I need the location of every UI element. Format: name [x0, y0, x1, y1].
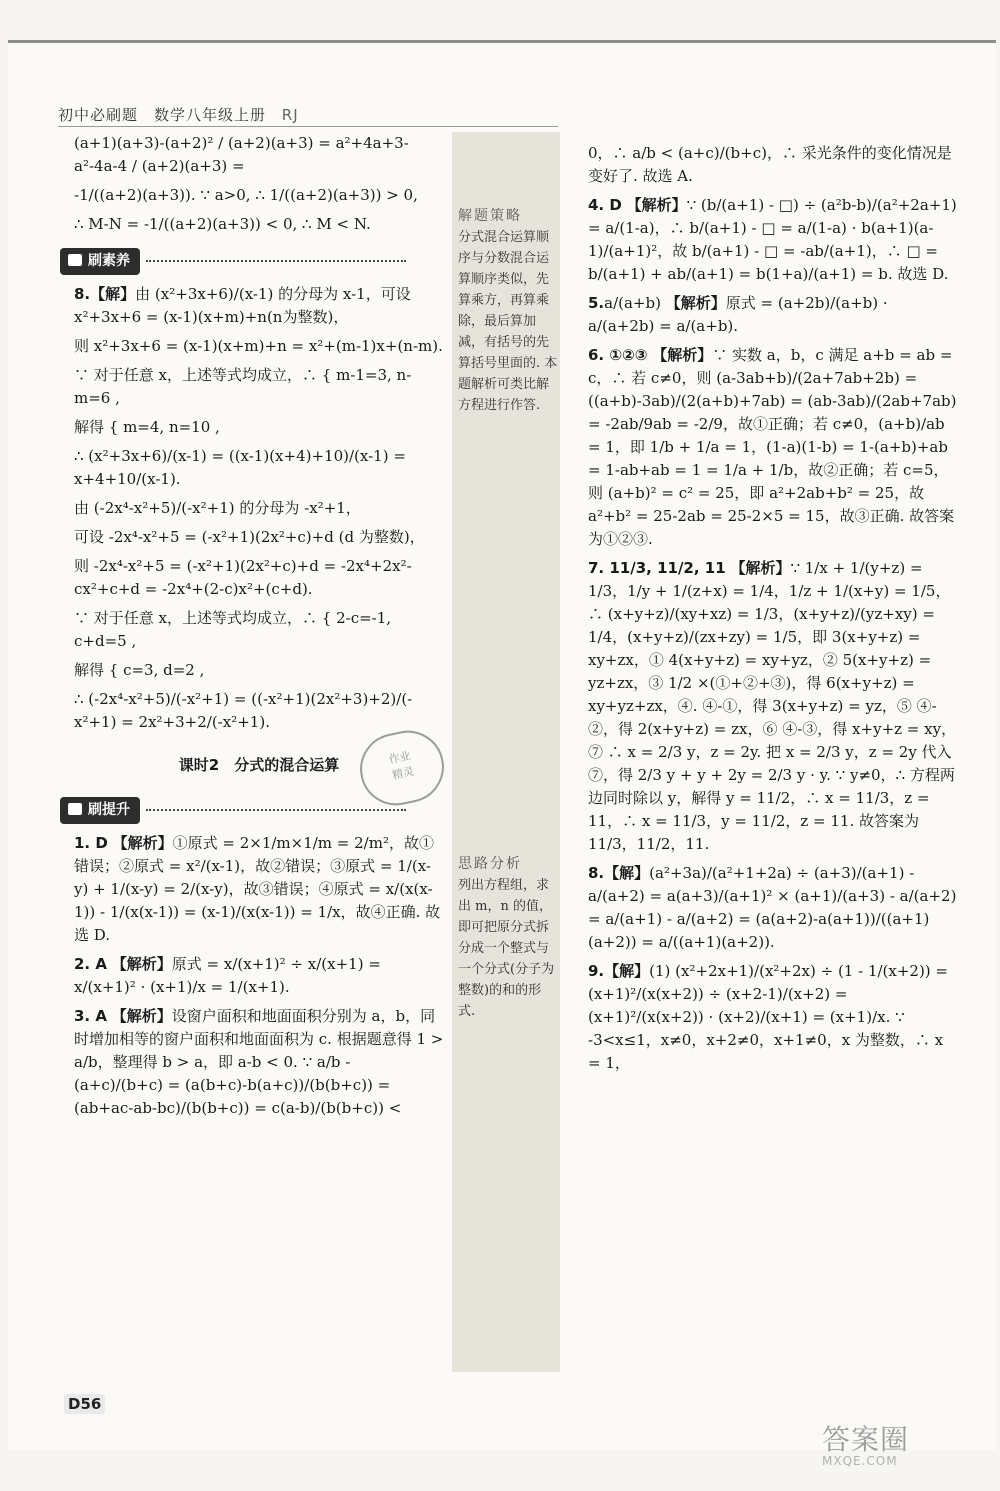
page-number: D56	[64, 1394, 105, 1414]
intro-line-3: ∴ M-N = -1/((a+2)(a+3)) < 0, ∴ M < N.	[74, 215, 371, 233]
question-number: 2. A	[74, 955, 107, 973]
q8-line-7: 可设 -2x⁴-x²+5 = (-x²+1)(2x²+c)+d (d 为整数)，	[74, 528, 425, 546]
q8-line-4: 解得 { m=4, n=10 ,	[74, 418, 220, 436]
top-rule	[8, 40, 996, 43]
strategy-note	[458, 206, 558, 416]
answer-label: 【解】	[604, 962, 650, 980]
q4-text: ∵ (b/(a+1) - □) ÷ (a²b-b)/(a²+2a+1) = a/(1-a)，∴ b/(a+1) - □ = a/(1-a) · b(a+1)(a-1)/(a+1)²，故 b/(a+1) - □ = -ab/(a+1)，∴ □ = b/(a+1) + ab/(a+1) = b(1+a)/(a+1) = b. 故选 D.	[588, 196, 957, 283]
q7-text: ∵ 1/x + 1/(y+z) = 1/3，1/y + 1/(z+x) = 1/4，1/z + 1/(x+y) = 1/5，∴ (x+y+z)/(xy+xz) = 1/3，(x+y+z)/(yz+xy) = 1/4，(x+y+z)/(zx+zy) = 1/5，即 3(x+y+z) = xy+zx，① 4(x+y+z) = xy+yz，② 5(x+y+z) = yz+zx，③ 1/2 ×(①+②+③)，得 6(x+y+z) = xy+yz+zx，④. ④-①，得 3(x+y+z) = yz，⑤ ④-②，得 2(x+y+z) = zx，⑥ ④-③，得 x+y+z = xy，⑦ ∴ x = 2/3 y，z = 2y. 把 x = 2/3 y，z = 2y 代入⑦，得 2/3 y + y + 2y = 2/3 y · y. ∵ y≠0，∴ 方程两边同时除以 y，解得 y = 11/2，∴ x = 11/3，z = 11，∴ x = 11/3，y = 11/2，z = 11. 故答案为 11/3，11/2，11.	[588, 559, 957, 853]
watermark-main: 答案圈	[822, 1423, 910, 1456]
lesson-title: 课时2 分式的混合运算	[178, 756, 340, 774]
question-number: 9.	[588, 962, 605, 980]
q8-line-10: 解得 { c=3, d=2 ,	[74, 661, 205, 679]
q8-line-5: ∴ (x²+3x+6)/(x-1) = ((x-1)(x+4)+10)/(x-1) = x+4+10/(x-1).	[74, 447, 406, 488]
answer-label: 【解】	[90, 285, 136, 303]
book-icon	[68, 803, 82, 815]
question-number: 6. ①②③	[588, 346, 648, 364]
dotted-divider	[146, 809, 406, 811]
answer-label: 【解析】	[112, 834, 173, 852]
answer-label: 【解析】	[626, 196, 687, 214]
q6-text: ∵ 实数 a，b，c 满足 a+b = ab = c，∴ 若 c≠0，则 (a-3ab+b)/(2a+7ab+2b) = ((a+b)-3ab)/(2(a+b)+7ab) = (ab-3ab)/(2ab+7ab) = -2ab/9ab = -2/9，故①正确；若 c≠0，(a+b)/ab = 1，即 1/b + 1/a = 1，(1-a)(1-b) = 1-(a+b)+ab = 1-ab+ab = 1 = 1/a + 1/b，故②正确；若 c=5，则 (a+b)² = c² = 25，即 a²+2ab+b² = 25，故 a²+b² = 25-2ab = 25-2×5 = 15，故③正确. 故答案为①②③.	[588, 346, 957, 548]
question-number: 8.	[588, 864, 605, 882]
question-number: 5.	[588, 294, 605, 312]
strategy-text: 分式混合运算顺序与分数混合运算顺序类似，先算乘方，再算乘除，最后算加减，有括号的先算括号里面的. 本题解析可类比解方程进行作答.	[458, 230, 558, 413]
question-number: 3. A	[74, 1007, 107, 1025]
q8-line-8: 则 -2x⁴-x²+5 = (-x²+1)(2x²+c)+d = -2x⁴+2x²-cx²+c+d = -2x⁴+(2-c)x²+(c+d).	[74, 557, 412, 598]
question-8-left	[74, 283, 444, 734]
q8-line-11: ∴ (-2x⁴-x²+5)/(-x²+1) = ((-x²+1)(2x²+3)+2)/(-x²+1) = 2x²+3+2/(-x²+1).	[74, 690, 413, 731]
q8-line-2: 则 x²+3x+6 = (x-1)(x+m)+n = x²+(m-1)x+(n-m).	[74, 337, 443, 355]
answer-label: 【解析】	[111, 1007, 172, 1025]
watermark-logo	[822, 1418, 909, 1468]
header-title: 初中必刷题 数学八年级上册	[58, 106, 267, 124]
dotted-divider	[146, 260, 406, 262]
q5-text: 原式 = (a+2b)/(a+b) · a/(a+2b) = a/(a+b).	[588, 294, 888, 335]
section-tag-suyang	[60, 248, 140, 275]
section-tag-label: 刷素养	[88, 253, 130, 269]
analysis-title: 思路分析	[458, 856, 522, 872]
q8r-text: (a²+3a)/(a²+1+2a) ÷ (a+3)/(a+1) - a/(a+2) = a(a+3)/(a+1)² × (a+1)/(a+3) - a/(a+2) = a/(a+1) - a/(a+2) = (a(a+2)-a(a+1))/((a+1)(a+2)) = a/((a+1)(a+2)).	[588, 864, 957, 951]
q1-text: ①原式 = 2×1/m×1/m = 2/m²，故①错误；②原式 = x²/(x-1)，故②错误；③原式 = 1/(x-y) + 1/(x-y) = 2/(x-y)，故③错误；④原式 = x/(x(x-1)) - 1/(x(x-1)) = (x-1)/(x(x-1)) = 1/x，故④正确. 故选 D.	[74, 834, 441, 944]
question-4	[588, 194, 958, 286]
question-9	[588, 960, 958, 1075]
question-number: 8.	[74, 285, 91, 303]
answer-label: 【解析】	[652, 346, 713, 364]
section-tag-label: 刷提升	[88, 802, 130, 818]
analysis-note	[458, 854, 558, 1022]
question-number: 4. D	[588, 196, 622, 214]
question-2	[74, 953, 444, 999]
question-5	[588, 292, 958, 338]
q8-line-6: 由 (-2x⁴-x²+5)/(-x²+1) 的分母为 -x²+1，	[74, 499, 361, 517]
question-1	[74, 832, 444, 947]
q8-line-9: ∵ 对于任意 x，上述等式均成立，∴ { 2-c=-1, c+d=5 ,	[74, 609, 392, 650]
q8-line-3: ∵ 对于任意 x，上述等式均成立，∴ { m-1=3, n-m=6 ,	[74, 366, 412, 407]
answer-label: 【解析】	[665, 294, 726, 312]
answer-label: 【解析】	[730, 559, 791, 577]
question-number: 1. D	[74, 834, 108, 852]
answer-label: 【解】	[604, 864, 650, 882]
intro-line-1: (a+1)(a+3)-(a+2)² / (a+2)(a+3) = a²+4a+3-a²-4a-4 / (a+2)(a+3) =	[74, 134, 409, 175]
section-tag-tisheng	[60, 797, 140, 824]
answer-label: 【解析】	[111, 955, 172, 973]
q2-text: 原式 = x/(x+1)² ÷ x/(x+1) = x/(x+1)² · (x+1)/x = 1/(x+1).	[74, 955, 381, 996]
left-column	[74, 132, 444, 1126]
right-column	[588, 142, 958, 1081]
running-header	[58, 104, 299, 125]
section-tag-row-1	[74, 242, 444, 283]
question-8-right	[588, 862, 958, 954]
analysis-text: 列出方程组，求出 m，n 的值，即可把原分式拆分成一个整式与一个分式(分子为整数)的和的形式.	[458, 878, 555, 1019]
header-edition: RJ	[281, 106, 299, 124]
q3-text: 设窗户面积和地面面积分别为 a，b，同时增加相等的窗户面积和地面面积为 c. 根据题意得 1 > a/b，整理得 b > a，即 a-b < 0. ∵ a/b - (a+c)/(b+c) = (a(b+c)-b(a+c))/(b(b+c)) = (ab+ac-ab-bc)/(b(b+c)) = c(a-b)/(b(b+c)) <	[74, 1007, 444, 1117]
question-7	[588, 557, 958, 856]
question-number: 7. 11/3, 11/2, 11	[588, 559, 726, 577]
watermark-sub: MXQE.COM	[822, 1454, 898, 1468]
q3-continued: 0，∴ a/b < (a+c)/(b+c)，∴ 采光条件的变化情况是变好了. 故选 A.	[588, 144, 952, 185]
strategy-title: 解题策略	[458, 208, 522, 224]
intro-line-2: -1/((a+2)(a+3)). ∵ a>0, ∴ 1/((a+2)(a+3)) > 0,	[74, 186, 418, 204]
question-6	[588, 344, 958, 551]
q9-text: (1) (x²+2x+1)/(x²+2x) ÷ (1 - 1/(x+2)) = (x+1)²/(x(x+2)) ÷ (x+2-1)/(x+2) = (x+1)²/(x(x+2)) · (x+2)/(x+1) = (x+1)/x. ∵ -3<x≤1，x≠0，x+2≠0，x+1≠0，x 为整数，∴ x = 1，	[588, 962, 948, 1072]
book-icon	[68, 254, 82, 266]
header-rule	[58, 126, 558, 127]
question-3	[74, 1005, 444, 1120]
q5-answer: a/(a+b)	[604, 294, 661, 312]
q8-line-1: 由 (x²+3x+6)/(x-1) 的分母为 x-1，可设 x²+3x+6 = (x-1)(x+m)+n(n为整数)，	[74, 285, 411, 326]
seal-stamp: 作业 精灵	[353, 724, 450, 812]
